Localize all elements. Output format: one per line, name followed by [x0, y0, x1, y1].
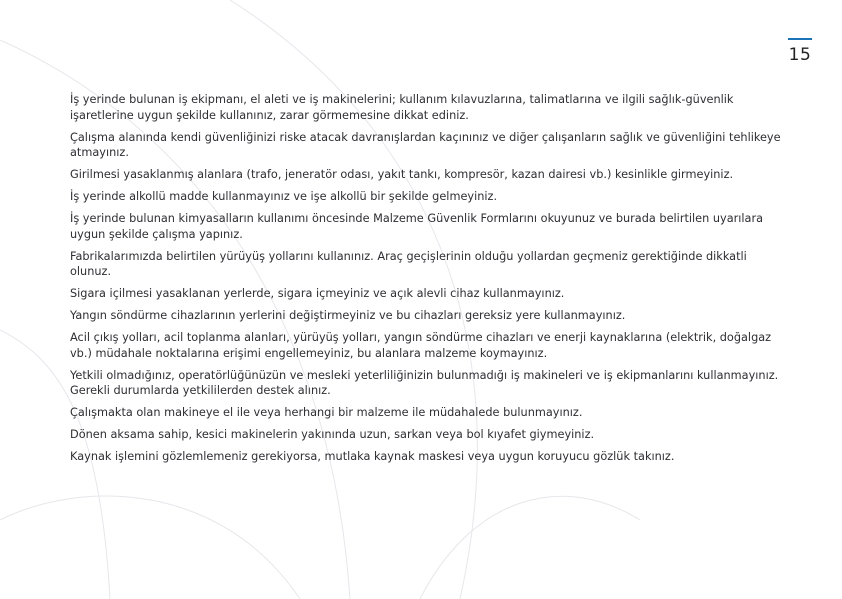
- safety-rules-list: [70, 92, 790, 471]
- rule-paragraph: İş yerinde bulunan kimyasalların kullanımı öncesinde Malzeme Güvenlik Formlarını okuyunuz ve burada belirtilen uyarılara uygun şekilde çalışma yapınız.: [70, 212, 764, 241]
- rule-paragraph: Kaynak işlemini gözlemlemeniz gerekiyorsa, mutlaka kaynak maskesi veya uygun koruyucu gözlük takınız.: [70, 450, 675, 463]
- rule-paragraph: Dönen aksama sahip, kesici makinelerin yakınında uzun, sarkan veya bol kıyafet giymeyiniz.: [70, 428, 595, 441]
- rule-paragraph: Sigara içilmesi yasaklanan yerlerde, sigara içmeyiniz ve açık alevli cihaz kullanmayınız.: [70, 287, 565, 300]
- background-arc-5: [420, 496, 640, 599]
- page-number: 15: [788, 45, 812, 65]
- background-arc-3: [0, 496, 300, 599]
- rule-paragraph: Acil çıkış yolları, acil toplanma alanları, yürüyüş yolları, yangın söndürme cihazları ve enerji kaynaklarına (elektrik, doğalgaz vb.) müdahale noktalarına erişimi engellemeyiniz, bu alanlara malzeme koymayınız.: [70, 331, 772, 360]
- rule-paragraph: Yangın söndürme cihazlarının yerlerini değiştirmeyiniz ve bu cihazları gereksiz yere kullanmayınız.: [70, 309, 626, 322]
- page-number-block: [788, 38, 812, 65]
- rule-paragraph: Çalışmakta olan makineye el ile veya herhangi bir malzeme ile müdahalede bulunmayınız.: [70, 406, 583, 419]
- rule-paragraph: İş yerinde bulunan iş ekipmanı, el aleti ve iş makinelerini; kullanım kılavuzlarına, talimatlarına ve ilgili sağlık-güvenlik işaretlerine uygun şekilde kullanınız, zarar görmemesine dikkat ediniz.: [70, 93, 734, 122]
- rule-paragraph: İş yerinde alkollü madde kullanmayınız ve işe alkollü bir şekilde gelmeyiniz.: [70, 190, 498, 203]
- rule-paragraph: Çalışma alanında kendi güvenliğinizi riske atacak davranışlardan kaçınınız ve diğer çalışanların sağlık ve güvenliğini tehlikeye atmayınız.: [70, 130, 781, 159]
- rule-paragraph: Yetkili olmadığınız, operatörlüğünüzün ve mesleki yeterliliğinizin bulunmadığı iş makineleri ve iş ekipmanlarını kullanmayınız. Gerekli durumlarda yetkililerden destek alınız.: [70, 368, 779, 397]
- rule-paragraph: Fabrikalarımızda belirtilen yürüyüş yollarını kullanınız. Araç geçişlerinin olduğu yollardan geçmeniz gerektiğinde dikkatli olunuz.: [70, 249, 747, 278]
- page-number-accent-rule: [788, 38, 812, 40]
- rule-paragraph: Girilmesi yasaklanmış alanlara (trafo, jeneratör odası, yakıt tankı, kompresör, kazan dairesi vb.) kesinlikle girmeyiniz.: [70, 168, 734, 181]
